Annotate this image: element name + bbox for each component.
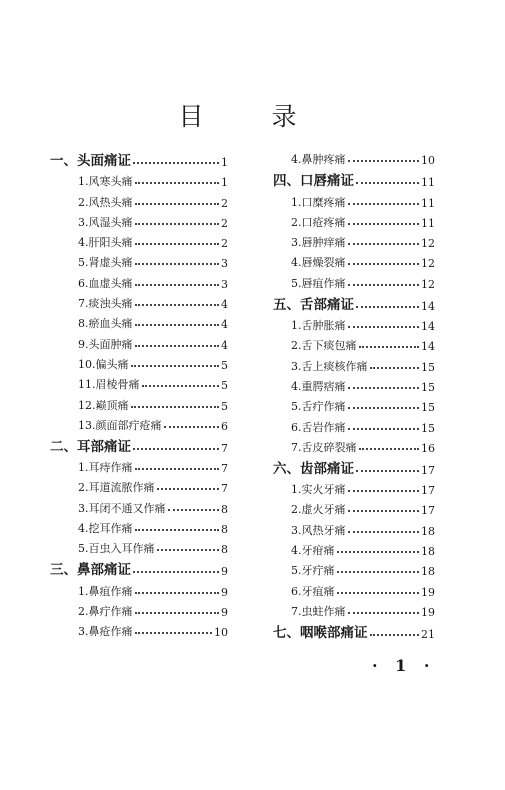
toc-section-title: 一、头面痛证 (50, 153, 131, 169)
leader-dots (348, 203, 420, 205)
toc-entry (273, 374, 435, 394)
toc-page-number: 15 (421, 401, 435, 415)
toc-entry-title: 12.巅顶痛 (78, 398, 129, 412)
toc-section (273, 619, 435, 641)
toc-page-number: 12 (421, 237, 435, 251)
toc-section-title: 七、咽喉部痛证 (273, 624, 368, 641)
toc-section (273, 291, 435, 313)
toc-entry (273, 230, 435, 250)
toc-page-number: 2 (221, 216, 228, 230)
toc-page-number: 18 (421, 524, 435, 538)
toc-entry (50, 169, 228, 189)
leader-dots (168, 509, 220, 511)
leader-dots (356, 182, 419, 184)
toc-entry (50, 230, 228, 250)
leader-dots (348, 326, 420, 328)
toc-entry (50, 516, 228, 536)
toc-section-title: 五、舌部痛证 (273, 296, 354, 313)
toc-entry (50, 210, 228, 230)
toc-section (273, 167, 435, 189)
leader-dots (133, 162, 219, 164)
toc-entry (273, 394, 435, 414)
toc-section-title: 四、口唇痛证 (273, 173, 354, 190)
toc-entry (273, 353, 435, 373)
page-number: · 1 · (372, 656, 436, 675)
leader-dots (359, 346, 420, 348)
leader-dots (135, 529, 220, 531)
leader-dots (135, 592, 220, 594)
toc-page-number: 5 (221, 399, 228, 413)
toc-entry-title: 1.耳痔作痛 (78, 461, 133, 475)
leader-dots (348, 160, 420, 162)
toc-page-number: 18 (421, 545, 435, 559)
toc-entry-title: 2.舌下痰包痛 (291, 339, 357, 353)
toc-entry (50, 599, 228, 619)
toc-section-title: 二、耳部痛证 (50, 438, 131, 455)
toc-entry (273, 578, 435, 598)
toc-section (50, 433, 228, 455)
leader-dots (164, 426, 220, 428)
toc-entry-title: 5.百虫入耳作痛 (78, 542, 155, 556)
toc-page-number: 2 (221, 237, 228, 251)
leader-dots (135, 284, 220, 286)
toc-entry-title: 8.瘀血头痛 (78, 317, 133, 331)
leader-dots (135, 468, 220, 470)
toc-entry-title: 9.头面肿痛 (78, 337, 133, 351)
toc-entry-title: 5.舌疔作痛 (291, 400, 346, 414)
toc-entry (273, 599, 435, 619)
toc-entry-title: 5.肾虚头痛 (78, 256, 133, 270)
leader-dots (131, 406, 220, 408)
toc-entry (273, 497, 435, 517)
toc-entry-title: 7.虫蛀作痛 (291, 604, 346, 618)
toc-page-number: 1 (221, 176, 228, 190)
toc-page-number: 2 (221, 196, 228, 210)
toc-entry (273, 414, 435, 434)
leader-dots (135, 324, 220, 326)
toc-page-number: 9 (221, 565, 228, 579)
leader-dots (135, 345, 220, 347)
toc-entry (273, 477, 435, 497)
toc-page-number: 3 (221, 257, 228, 271)
page-title: 目 录 (178, 102, 327, 131)
toc-entry-title: 11.眉棱骨痛 (78, 378, 140, 392)
leader-dots (348, 284, 420, 286)
toc-entry-title: 6.舌岩作痛 (291, 420, 346, 434)
toc-page-number: 17 (421, 463, 435, 477)
toc-page-number: 14 (421, 340, 435, 354)
leader-dots (348, 263, 420, 265)
toc-page-number: 5 (221, 358, 228, 372)
toc-entry-title: 2.风热头痛 (78, 195, 133, 209)
toc-entry (50, 413, 228, 433)
toc-entry-title: 1.鼻疽作痛 (78, 584, 133, 598)
toc-page-number: 8 (221, 543, 228, 557)
leader-dots (348, 243, 420, 245)
toc-entry (50, 495, 228, 515)
leader-dots (348, 407, 420, 409)
toc-entry-title: 1.口糜疼痛 (291, 195, 346, 209)
leader-dots (337, 592, 420, 594)
toc-page-number: 4 (221, 338, 228, 352)
leader-dots (133, 571, 219, 573)
leader-dots (370, 634, 420, 636)
toc-section (50, 556, 228, 578)
toc-entry-title: 3.唇肿痒痛 (291, 236, 346, 250)
toc-left-column (50, 147, 228, 639)
leader-dots (135, 182, 220, 184)
leader-dots (356, 306, 419, 308)
leader-dots (131, 365, 220, 367)
leader-dots (135, 612, 220, 614)
toc-page-number: 17 (421, 484, 435, 498)
leader-dots (157, 488, 220, 490)
toc-entry-title: 10.偏头痛 (78, 357, 129, 371)
toc-entry (50, 189, 228, 209)
toc-entry-title: 4.唇燥裂痛 (291, 256, 346, 270)
toc-entry-title: 4.肝阳头痛 (78, 236, 133, 250)
toc-page-number: 11 (421, 176, 435, 190)
toc-entry-title: 7.痰浊头痛 (78, 297, 133, 311)
toc-entry-title: 3.风湿头痛 (78, 215, 133, 229)
toc-entry (50, 578, 228, 598)
toc-entry (273, 538, 435, 558)
leader-dots (348, 428, 420, 430)
toc-entry-title: 4.重腭痞痛 (291, 379, 346, 393)
leader-dots (348, 387, 420, 389)
toc-entry (50, 392, 228, 412)
toc-entry-title: 1.实火牙痛 (291, 483, 346, 497)
toc-entry-title: 1.舌肿胀痛 (291, 319, 346, 333)
leader-dots (337, 571, 420, 573)
leader-dots (157, 549, 220, 551)
toc-page-number: 6 (221, 419, 228, 433)
toc-section (273, 455, 435, 477)
toc-entry (50, 475, 228, 495)
leader-dots (348, 531, 420, 533)
toc-page-number: 16 (421, 441, 435, 455)
leader-dots (135, 304, 220, 306)
toc-entry-title: 2.鼻疔作痛 (78, 604, 133, 618)
toc-entry (273, 333, 435, 353)
toc-page-number: 4 (221, 298, 228, 312)
toc-entry (273, 435, 435, 455)
leader-dots (133, 448, 219, 450)
toc-page-number: 14 (421, 299, 435, 313)
toc-entry (273, 270, 435, 290)
leader-dots (370, 367, 420, 369)
toc-page-number: 11 (421, 196, 435, 210)
toc-page-number: 18 (421, 565, 435, 579)
toc-entry-title: 3.风热牙痛 (291, 523, 346, 537)
toc-page-number: 3 (221, 277, 228, 291)
toc-page-number: 8 (221, 502, 228, 516)
toc-entry-title: 4.鼻肿疼痛 (291, 153, 346, 167)
toc-entry (50, 270, 228, 290)
toc-entry (50, 455, 228, 475)
toc-page-number: 1 (221, 156, 228, 169)
toc-page-number: 11 (421, 216, 435, 230)
toc-page-number: 10 (214, 626, 228, 640)
toc-entry (273, 189, 435, 209)
leader-dots (359, 448, 420, 450)
leader-dots (135, 632, 213, 634)
toc-page-number: 21 (421, 627, 435, 641)
toc-entry-title: 5.唇疽作痛 (291, 276, 346, 290)
toc-entry-title: 3.舌上痰核作痛 (291, 359, 368, 373)
toc-section-title: 三、鼻部痛证 (50, 562, 131, 579)
leader-dots (348, 612, 420, 614)
toc-entry-title: 2.耳道流脓作痛 (78, 481, 155, 495)
toc-entry-title: 13.颜面部疔疮痛 (78, 418, 162, 432)
toc-page-number: 7 (221, 441, 228, 455)
toc-page-number: 19 (421, 585, 435, 599)
toc-entry (50, 619, 228, 639)
toc-entry-title: 6.血虚头痛 (78, 276, 133, 290)
toc-entry (273, 558, 435, 578)
toc-page-number: 12 (421, 277, 435, 291)
toc-page-number: 14 (421, 320, 435, 334)
toc-page-number: 8 (221, 523, 228, 537)
toc-entry-title: 7.舌皮碎裂痛 (291, 440, 357, 454)
toc-entry (273, 210, 435, 230)
leader-dots (348, 490, 420, 492)
toc-entry-title: 2.口疮疼痛 (291, 215, 346, 229)
toc-entry-title: 3.耳闭不通又作痛 (78, 501, 166, 515)
toc-entry-title: 2.虚火牙痛 (291, 503, 346, 517)
leader-dots (135, 263, 220, 265)
toc-entry (273, 147, 435, 167)
toc-page-number: 9 (221, 605, 228, 619)
toc-entry-title: 4.挖耳作痛 (78, 522, 133, 536)
leader-dots (135, 223, 220, 225)
toc-entry (50, 291, 228, 311)
toc-page-number: 15 (421, 360, 435, 374)
toc-entry (50, 536, 228, 556)
toc-entry (50, 250, 228, 270)
toc-entry (273, 517, 435, 537)
leader-dots (348, 223, 420, 225)
leader-dots (135, 243, 220, 245)
leader-dots (337, 551, 420, 553)
toc-page-number: 7 (221, 462, 228, 476)
toc-page-number: 17 (421, 504, 435, 518)
toc-page-number: 15 (421, 380, 435, 394)
leader-dots (348, 510, 420, 512)
toc-section (50, 147, 228, 169)
toc-entry-title: 3.鼻疮作痛 (78, 625, 133, 639)
toc-entry (273, 250, 435, 270)
toc-entry-title: 1.风寒头痛 (78, 175, 133, 189)
toc-page-number: 5 (221, 379, 228, 393)
leader-dots (142, 385, 220, 387)
toc-page-number: 4 (221, 318, 228, 332)
toc-entry (273, 313, 435, 333)
toc-page-number: 12 (421, 257, 435, 271)
toc-right-column (273, 147, 435, 641)
toc-entry (50, 372, 228, 392)
toc-page-number: 15 (421, 421, 435, 435)
toc-entry (50, 352, 228, 372)
toc-entry-title: 5.牙疔痛 (291, 564, 335, 578)
leader-dots (135, 203, 220, 205)
toc-page-number: 9 (221, 585, 228, 599)
toc-section-title: 六、齿部痛证 (273, 460, 354, 477)
toc-page-number: 7 (221, 482, 228, 496)
toc-entry (50, 311, 228, 331)
toc-entry-title: 6.牙疽痛 (291, 584, 335, 598)
leader-dots (356, 470, 419, 472)
toc-page-number: 10 (421, 154, 435, 168)
toc-entry (50, 331, 228, 351)
toc-entry-title: 4.牙疳痛 (291, 544, 335, 558)
toc-page-number: 19 (421, 605, 435, 619)
